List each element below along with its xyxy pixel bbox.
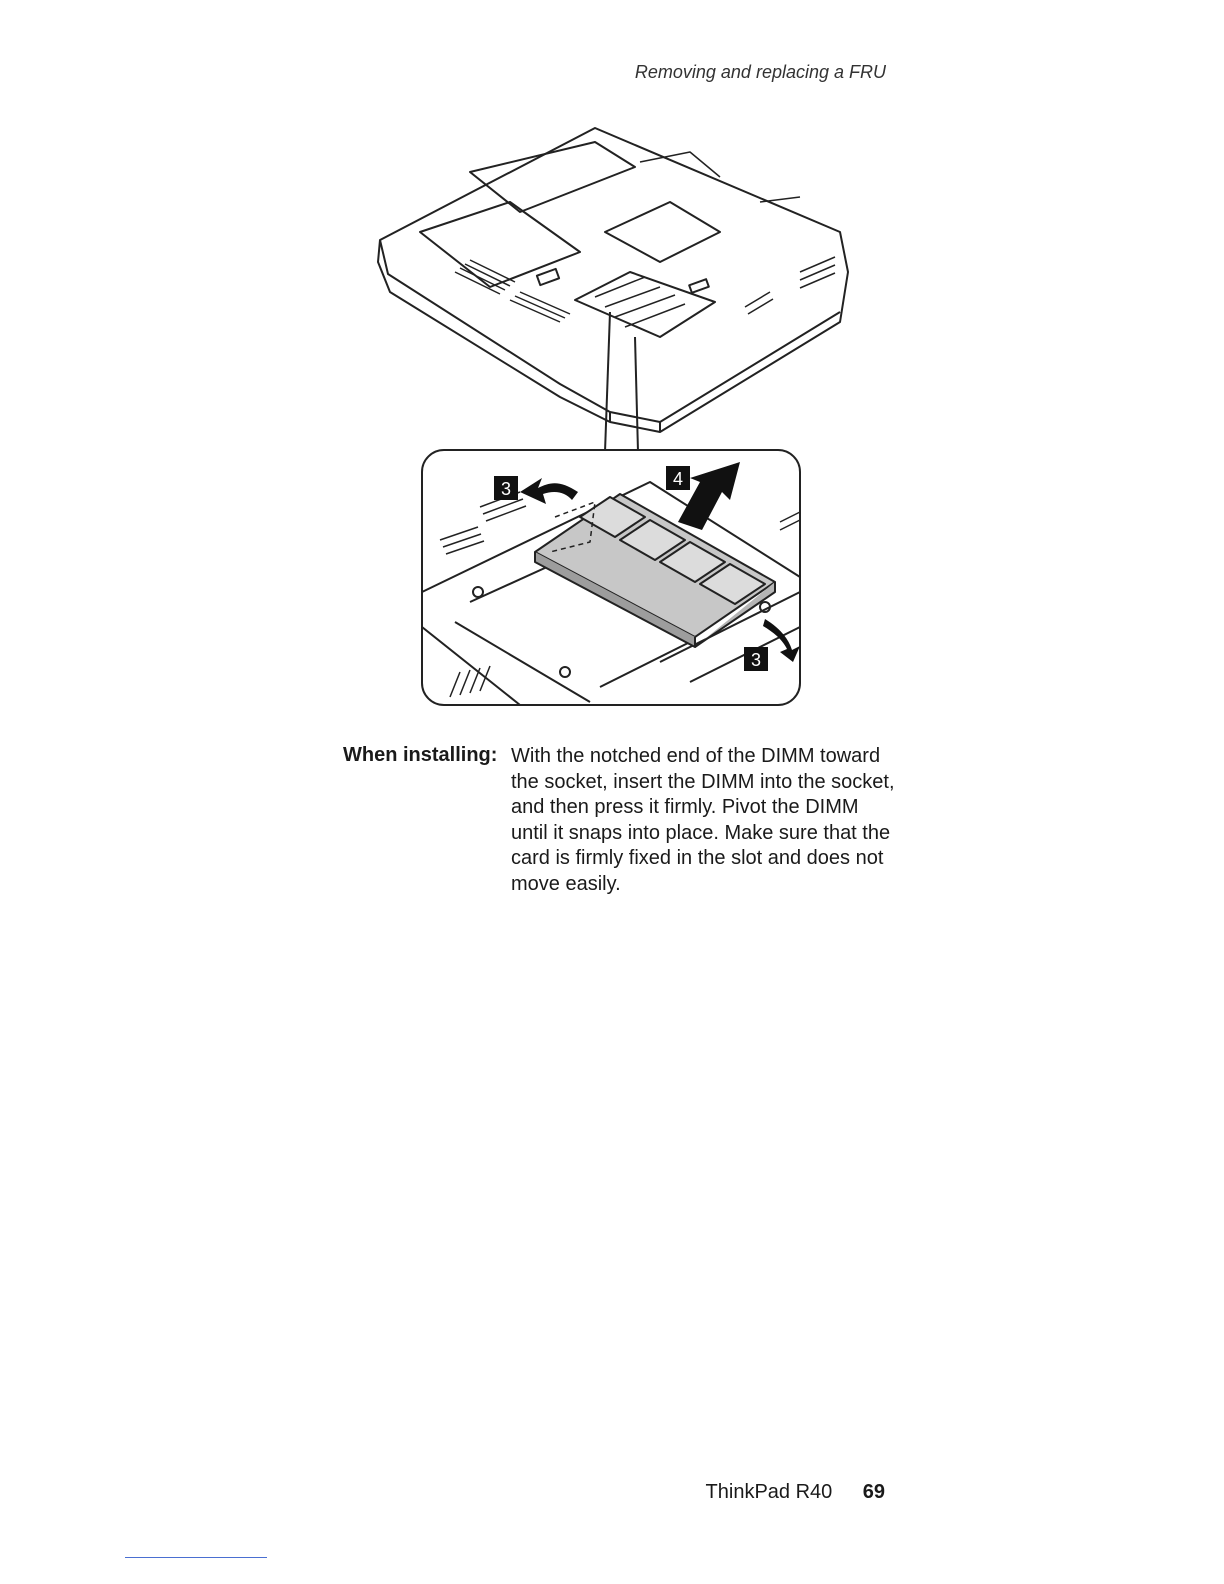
vent-lines: [455, 257, 835, 322]
access-panel-top: [605, 202, 720, 262]
step-callout-4: [666, 466, 690, 490]
when-installing-label: When installing:: [343, 744, 498, 766]
step-callout-3-left: [494, 476, 518, 500]
svg-text:3: 3: [500, 479, 512, 499]
laptop-illustration: [360, 122, 860, 712]
svg-text:3: 3: [750, 650, 762, 670]
memory-slot-area: [575, 272, 715, 337]
svg-text:4: 4: [672, 469, 684, 489]
when-installing-text: With the notched end of the DIMM toward the socket, insert the DIMM into the socket, and then press it firmly. Pivot the DIMM until it snaps into place. Make sure that the card is firmly fixed in the slot and does not move easily.: [511, 745, 895, 895]
page-footer: [706, 1481, 885, 1504]
page-number: 69: [862, 1481, 885, 1503]
step-callout-3-right: [744, 647, 768, 671]
product-name: ThinkPad R40: [705, 1481, 833, 1503]
access-panel-large: [470, 142, 635, 212]
footnote-rule: [125, 1557, 267, 1558]
callout-line: [605, 312, 610, 452]
running-header: Removing and replacing a FRU: [634, 62, 886, 82]
dimm-removal-figure: [360, 122, 860, 712]
